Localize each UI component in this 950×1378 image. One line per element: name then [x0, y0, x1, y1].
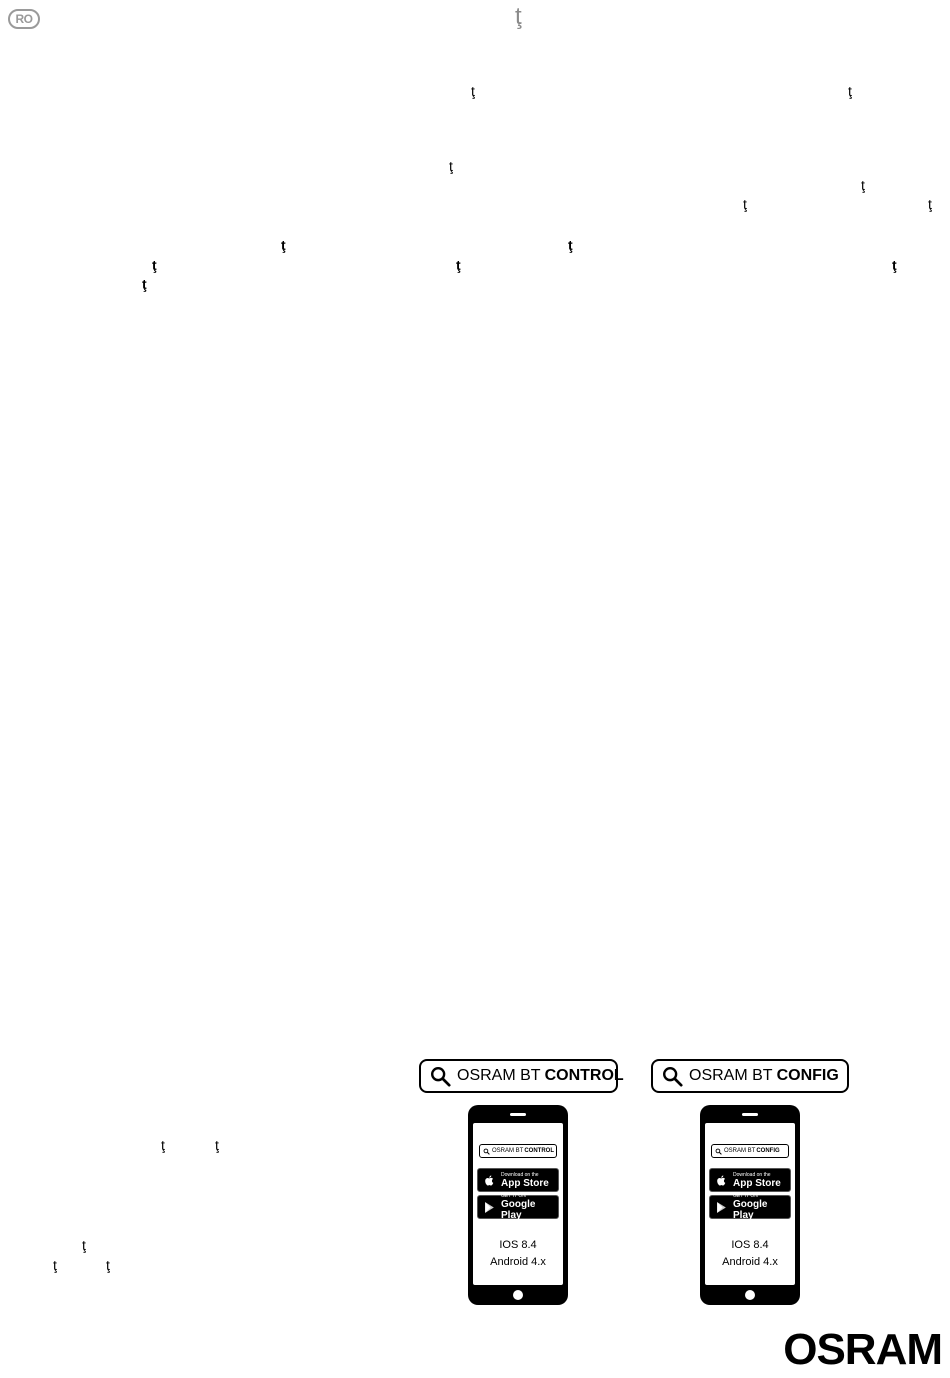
search-text-app: CONTROL	[544, 1067, 624, 1084]
mini-search-prefix: OSRAM BT	[724, 1148, 756, 1154]
phone-screen	[705, 1123, 795, 1285]
text-glyph: ţ	[82, 1237, 86, 1253]
apple-icon	[483, 1174, 496, 1187]
app-store-badge[interactable]	[477, 1168, 559, 1192]
mini-search-prefix: OSRAM BT	[492, 1148, 524, 1154]
google-play-icon	[715, 1201, 728, 1214]
app-store-large: App Store	[501, 1177, 549, 1189]
google-play-badge[interactable]	[477, 1195, 559, 1219]
text-glyph: ţ	[152, 257, 157, 273]
search-box-config	[651, 1059, 849, 1093]
app-store-large: App Store	[733, 1177, 781, 1189]
mini-search-app: CONFIG	[756, 1148, 780, 1154]
mini-search-box	[479, 1144, 557, 1158]
text-glyph: ţ	[861, 177, 865, 193]
google-play-icon	[483, 1201, 496, 1214]
text-glyph: ţ	[743, 196, 747, 212]
search-text-prefix: OSRAM BT	[689, 1067, 773, 1084]
text-glyph: ţ	[892, 257, 897, 273]
search-icon	[429, 1065, 451, 1087]
app-store-small: Download on the	[501, 1171, 539, 1178]
ios-version: IOS 8.4	[731, 1239, 769, 1251]
text-glyph: ţ	[215, 1137, 219, 1153]
search-text-prefix: OSRAM BT	[457, 1067, 541, 1084]
text-glyph: ţ	[106, 1257, 110, 1273]
text-glyph: ţ	[928, 196, 932, 212]
mini-search-app: CONTROL	[524, 1148, 555, 1154]
search-icon	[483, 1148, 490, 1155]
phone-illustration-config	[700, 1105, 800, 1305]
google-play-badge[interactable]	[709, 1195, 791, 1219]
text-glyph: ţ	[471, 83, 475, 99]
google-play-small: GET IT ON	[733, 1193, 758, 1199]
text-glyph: ţ	[142, 276, 147, 292]
google-play-small: GET IT ON	[501, 1193, 526, 1199]
search-icon	[661, 1065, 683, 1087]
phone-speaker	[510, 1113, 526, 1116]
android-version: Android 4.x	[722, 1256, 778, 1268]
search-icon	[715, 1148, 722, 1155]
app-store-badge[interactable]	[709, 1168, 791, 1192]
phone-screen	[473, 1123, 563, 1285]
search-text-app: CONFIG	[776, 1067, 839, 1084]
home-button	[513, 1290, 523, 1300]
app-store-small: Download on the	[733, 1171, 771, 1178]
text-glyph: ţ	[161, 1137, 165, 1153]
google-play-large: Google Play	[501, 1199, 536, 1221]
mini-search-box	[711, 1144, 789, 1158]
phone-illustration-control	[468, 1105, 568, 1305]
text-glyph: ţ	[568, 237, 573, 253]
language-badge: RO	[8, 9, 40, 29]
text-glyph: ţ	[848, 83, 852, 99]
text-glyph: ţ	[456, 257, 461, 273]
google-play-large: Google Play	[733, 1199, 768, 1221]
android-version: Android 4.x	[490, 1256, 546, 1268]
text-glyph: ţ	[449, 158, 453, 174]
phone-speaker	[742, 1113, 758, 1116]
search-box-control	[419, 1059, 624, 1093]
home-button	[745, 1290, 755, 1300]
title-glyph: ţ	[515, 3, 522, 30]
ios-version: IOS 8.4	[499, 1239, 537, 1251]
text-glyph: ţ	[53, 1257, 57, 1273]
text-glyph: ţ	[281, 237, 286, 253]
apple-icon	[715, 1174, 728, 1187]
osram-logo: OSRAM	[783, 1325, 942, 1374]
